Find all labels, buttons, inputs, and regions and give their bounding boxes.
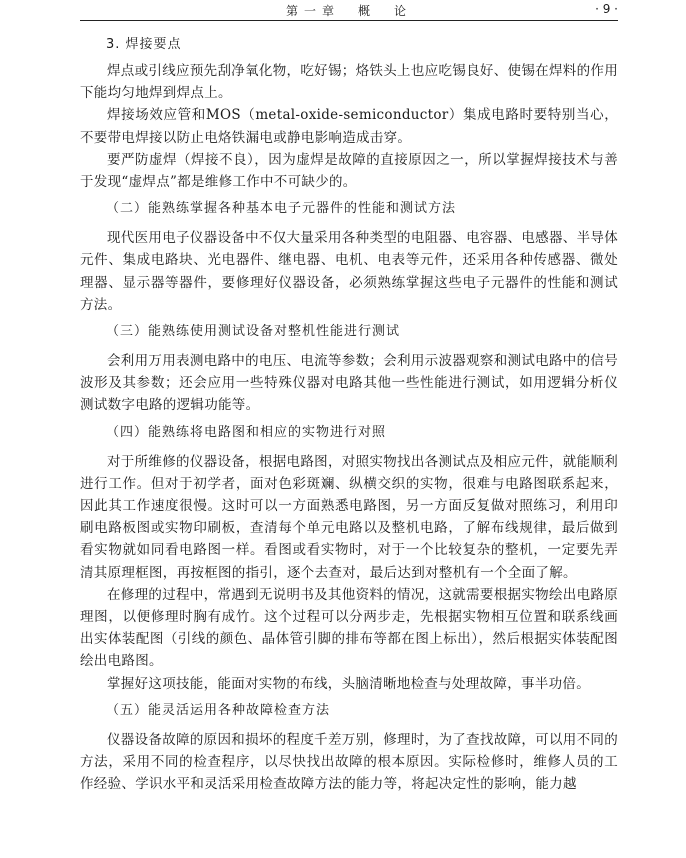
- paragraph: 会利用万用表测电路中的电压、电流等参数；会利用示波器观察和测试电路中的信号波形及其参数；还会应用一些特殊仪器对电路其他一些性能进行测试，如用逻辑分析仪测试数字电路的逻辑功能等。: [80, 353, 618, 414]
- body-text: [80, 34, 618, 795]
- paragraph: 仪器设备故障的原因和损坏的程度千差万别，修理时，为了查找故障，可以用不同的方法，采用不同的检查程序，以尽快找出故障的根本原因。实际检修时，维修人员的工作经验、学识水平和灵活采用检查故障方法的能力等，将起决定性的影响，能力越: [80, 731, 618, 793]
- running-header: [80, 0, 618, 21]
- section-heading-circuit-diagram: （四）能熟练将电路图和相应的实物进行对照: [106, 424, 387, 440]
- chapter-title: 第一章 概 论: [285, 4, 412, 18]
- section-heading-components: （二）能熟练掌握各种基本电子元器件的性能和测试方法: [106, 201, 457, 217]
- paragraph: 对于所维修的仪器设备，根据电路图，对照实物找出各测试点及相应元件，就能顺利进行工作。但对于初学者，面对色彩斑斓、纵横交织的实物，很难与电路图联系起来，因此其工作速度很慢。这时可以一方面熟悉电路图，另一方面反复做对照练习，利用印刷电路板图或实物印刷板，查清每个单元电路以及整机电路，了解布线规律，最后做到看实物就如同看电路图一样。看图或看实物时，对于一个比较复杂的整机，一定要先弄清其原理框图，再按框图的指引，逐个去查对，最后达到对整机有一个全面了解。: [80, 453, 618, 581]
- paragraph: 掌握好这项技能，能面对实物的布线，头脑清晰地检查与处理故障，事半功倍。: [107, 675, 590, 692]
- paragraph: 焊点或引线应预先刮净氧化物，吃好锡；烙铁头上也应吃锡良好、使锡在焊料的作用下能均匀地焊到焊点上。: [80, 63, 618, 102]
- paragraph: 焊接场效应管和MOS（metal-oxide-semiconductor）集成电路时要特别当心，不要带电焊接以防止电烙铁漏电或静电影响造成击穿。: [80, 107, 618, 146]
- paragraph: 要严防虚焊（焊接不良），因为虚焊是故障的直接原因之一，所以掌握焊接技术与善于发现“虚焊点”都是维修工作中不可缺少的。: [80, 151, 618, 191]
- section-heading-fault-finding: （五）能灵活运用各种故障检查方法: [106, 702, 331, 718]
- paragraph: 在修理的过程中，常遇到无说明书及其他资料的情况，这就需要根据实物绘出电路原理图，以便修理时胸有成竹。这个过程可以分两步走，先根据实物相互位置和联系线画出实体装配图（引线的颜色、晶体管引脚的排布等都在图上标出），然后根据实体装配图绘出电路图。: [80, 586, 618, 670]
- section-heading-welding-points: 3. 焊接要点: [106, 37, 182, 52]
- paragraph: 现代医用电子仪器设备中不仅大量采用各种类型的电阻器、电容器、电感器、半导体元件、集成电路块、光电器件、继电器、电机、电表等元件，还采用各种传感器、微处理器、显示器等器件，要修理好仪器设备，必须熟练掌握这些电子元器件的性能和测试方法。: [80, 230, 618, 313]
- section-heading-testing: （三）能熟练使用测试设备对整机性能进行测试: [106, 324, 401, 340]
- page-number: · 9 ·: [595, 2, 618, 16]
